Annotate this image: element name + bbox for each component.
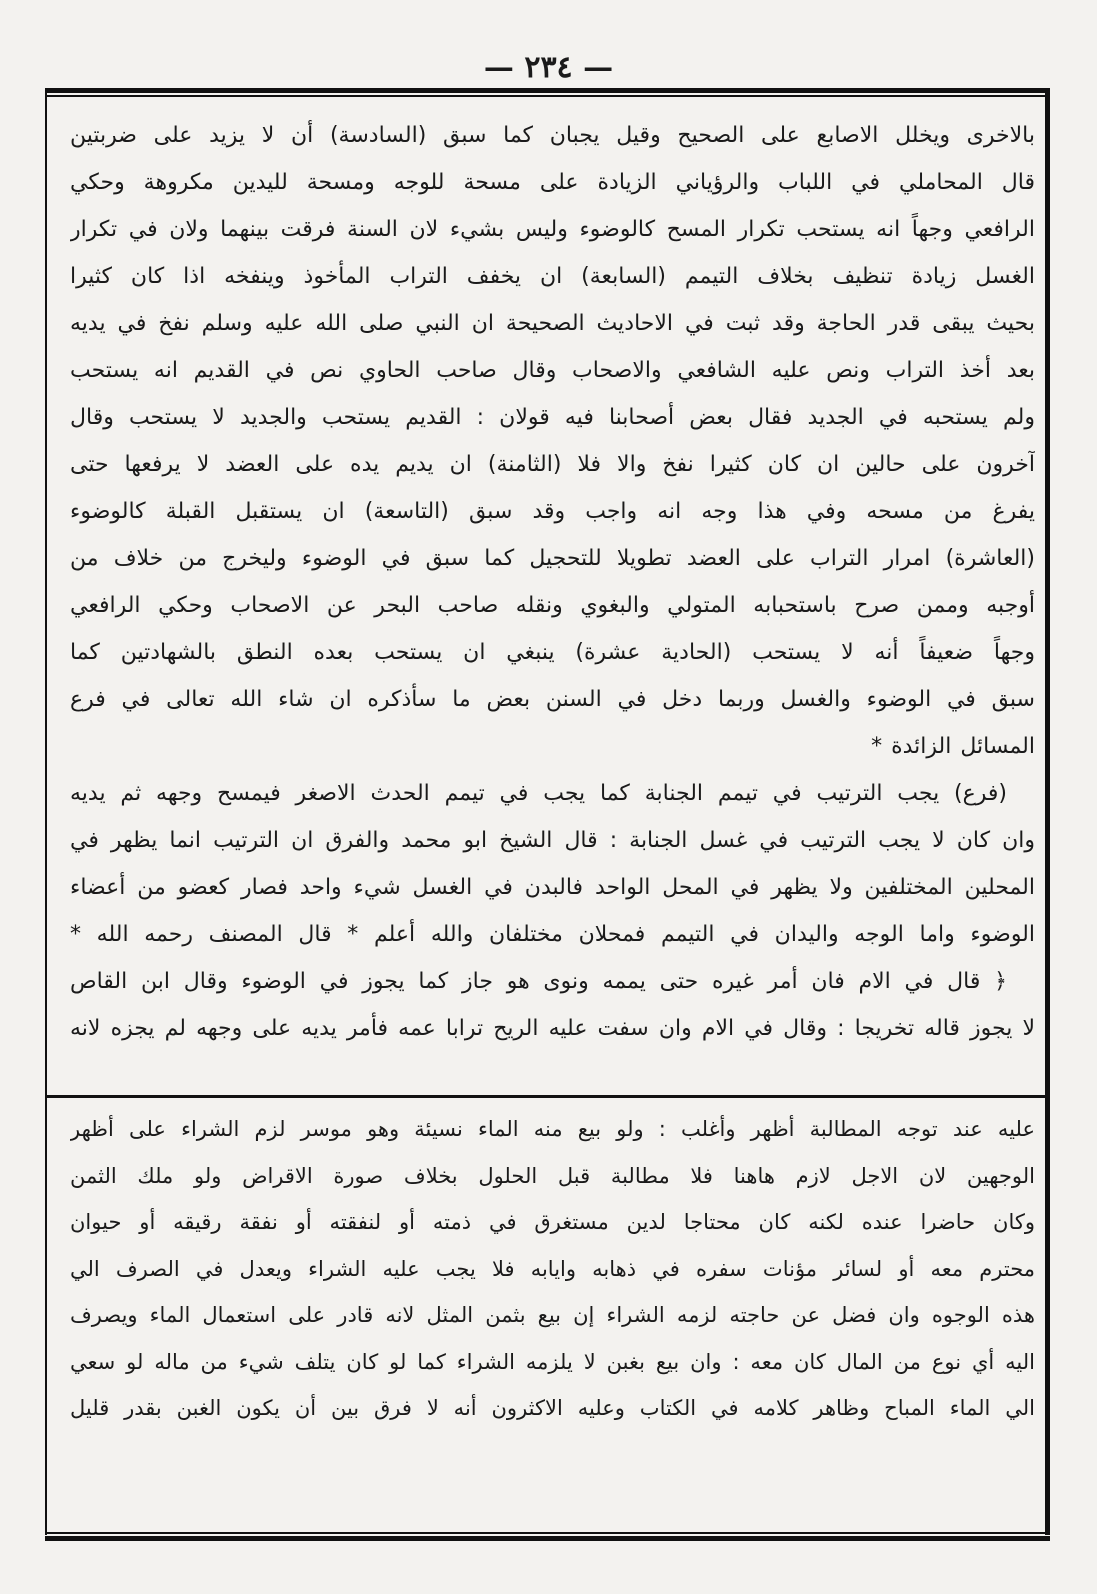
foot-line-2: الوجهين لان الاجل لازم هاهنا فلا مطالبة قبل الحلول بخلاف صورة الاقراض ولو ملك الثمن [70, 1163, 1035, 1188]
bottom-border-rule [45, 1532, 1050, 1541]
main-line-8: آخرون على حالين ان كان كثيرا نفخ والا فلا (الثامنة) ان يديم يده على العضد لا يرفعها حتى [70, 452, 1035, 477]
main-line-10: (العاشرة) امرار التراب على العضد تطويلا للتحجيل كما سبق في الوضوء وليخرج من خلاف من [70, 546, 1035, 571]
main-line-16: وان كان لا يجب الترتيب في غسل الجنابة : قال الشيخ ابو محمد والفرق ان الترتيب انما يظهر في [70, 828, 1035, 853]
main-line-3: الرافعي وجهاً انه يستحب تكرار المسح كالوضوء وليس بشيء لان السنة فرقت بينهما ولان في تكرار [70, 217, 1035, 242]
main-line-13: سبق في الوضوء والغسل وربما دخل في السنن بعض ما سأذكره ان شاء الله تعالى في فرع [70, 687, 1035, 712]
main-line-18: الوضوء واما الوجه واليدان في التيمم فمحلان مختلفان والله أعلم * قال المصنف رحمه الله * [70, 922, 1035, 947]
main-line-17: المحلين المختلفين ولا يظهر في المحل الواحد فالبدن في الغسل شيء واحد فصار كعضو من أعضاء [70, 875, 1035, 900]
main-line-15: (فرع) يجب الترتيب في تيمم الجنابة كما يجب في تيمم الحدث الاصغر فيمسح وجهه ثم يديه [70, 781, 1007, 806]
footnote-divider [45, 1095, 1050, 1098]
main-line-19: ﴿ قال في الام فان أمر غيره حتى يممه ونوى هو جاز كما يجوز في الوضوء وقال ابن القاص [70, 969, 1007, 994]
foot-line-3: وكان حاضرا عنده لكنه كان محتاجا لدين مستغرق في ذمته أو لنفقته أو نفقة رقيقه أو حيوان [70, 1210, 1035, 1234]
main-line-2: قال المحاملي في اللباب والرؤياني الزيادة على مسحة للوجه ومسحة لليدين مكروهة وحكي [70, 170, 1035, 195]
foot-line-4: محترم معه أو لسائر مؤنات سفره في ذهابه وايابه فلا يجب عليه الشراء ويعدل في الصرف الي [70, 1256, 1035, 1281]
main-line-11: أوجبه وممن صرح باستحبابه المتولي والبغوي ونقله صاحب البحر عن الاصحاب وحكي الرافعي [70, 593, 1035, 618]
main-line-5: بحيث يبقى قدر الحاجة وقد ثبت في الاحاديث الصحيحة ان النبي صلى الله عليه وسلم نفخ في يديه [70, 311, 1035, 336]
main-line-7: ولم يستحبه في الجديد فقال بعض أصحابنا فيه قولان : القديم يستحب والجديد لا يستحب وقال [70, 405, 1035, 430]
foot-line-7: الي الماء المباح وظاهر كلامه في الكتاب وعليه الاكثرون أنه لا فرق بين أن يكون الغبن بقدر قليل [70, 1396, 1035, 1420]
main-line-4: الغسل زيادة تنظيف بخلاف التيمم (السابعة) ان يخفف التراب المأخوذ وينفخه اذا كان كثيرا [70, 264, 1035, 289]
main-line-1: بالاخرى ويخلل الاصابع على الصحيح وقيل يجبان كما سبق (السادسة) أن لا يزيد على ضربتين [70, 123, 1035, 148]
main-line-12: وجهاً ضعيفاً أنه لا يستحب (الحادية عشرة) ينبغي ان يستحب بعده النطق بالشهادتين كما [70, 640, 1035, 665]
main-line-9: يفرغ من مسحه وفي هذا وجه انه واجب وقد سبق (التاسعة) ان يستقبل القبلة كالوضوء [70, 499, 1035, 524]
footnote-text [70, 1106, 1035, 1432]
main-line-6: بعد أخذ التراب ونص عليه الشافعي والاصحاب وقال صاحب الحاوي نص في القديم انه يستحب [70, 358, 1035, 383]
foot-line-1: عليه عند توجه المطالبة أظهر وأغلب : ولو بيع منه الماء نسيئة وهو موسر لزم الشراء على أظهر [70, 1117, 1035, 1141]
main-line-20: لا يجوز قاله تخريجا : وقال في الام وان سفت عليه الريح ترابا عمه فأمر يديه على وجهه لم يجزه لانه [70, 1016, 1035, 1041]
page-number: — ٢٣٤ — [483, 50, 614, 85]
foot-line-5: هذه الوجوه وان فضل عن حاجته لزمه الشراء إن بيع بثمن المثل لانه قادر على استعمال الماء ويصرف [70, 1303, 1035, 1327]
foot-line-6: اليه أي نوع من المال كان معه : وان بيع بغبن لا يلزمه الشراء كما لو كان يتلف شيء من ماله لو سعي [70, 1349, 1035, 1374]
main-line-14: المسائل الزائدة * [871, 734, 1035, 759]
main-text [70, 112, 1035, 1052]
